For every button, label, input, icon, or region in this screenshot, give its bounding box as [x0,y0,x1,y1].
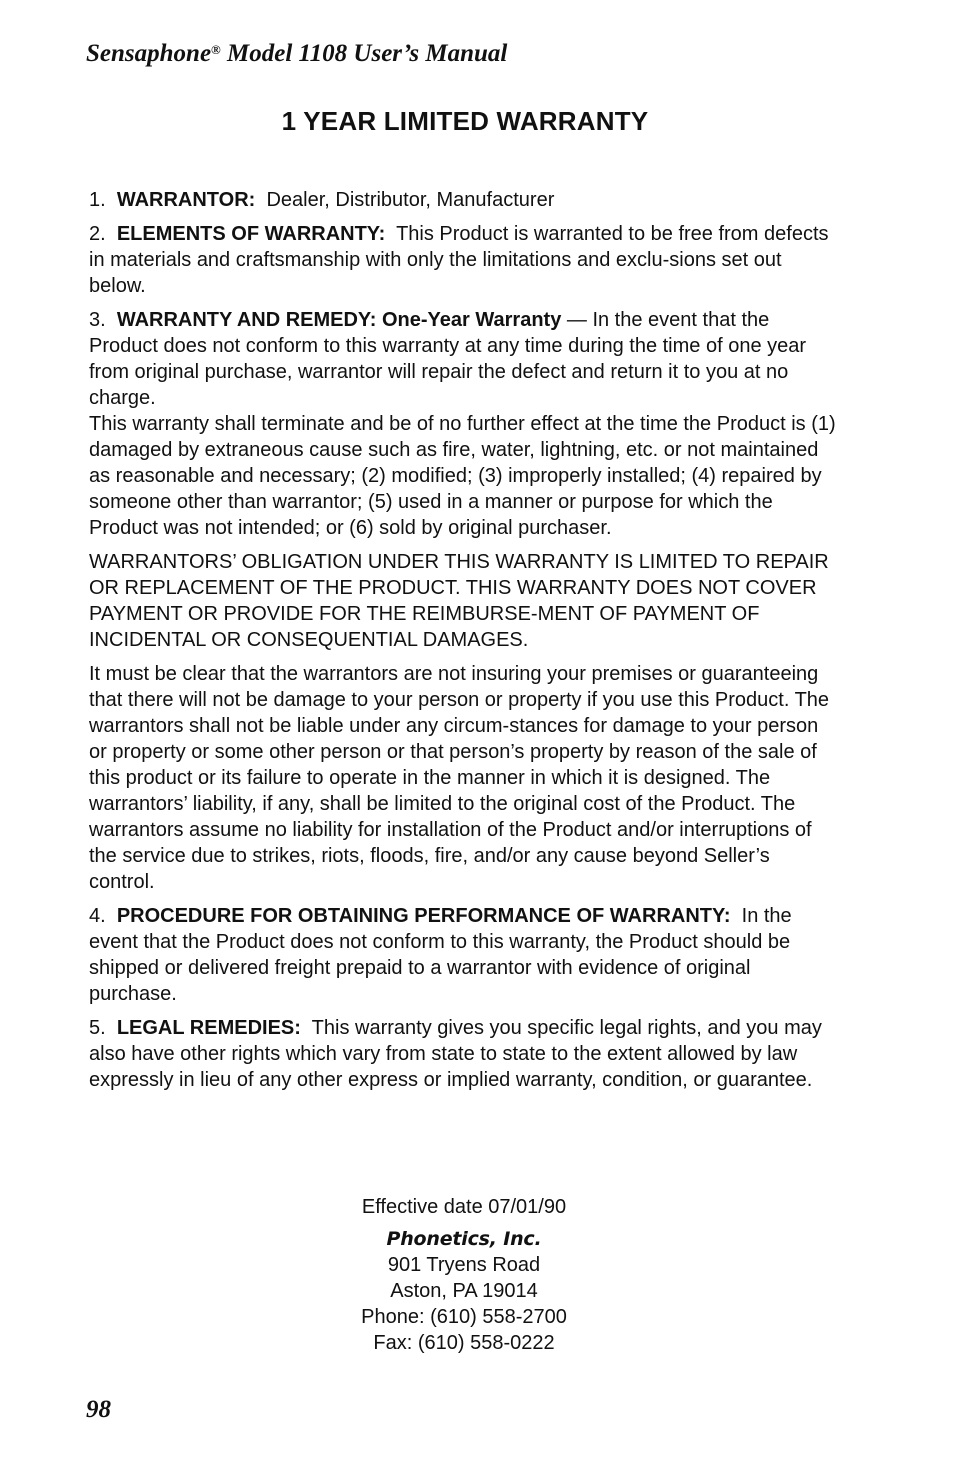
section-remedy [89,307,839,541]
page-title: 1 YEAR LIMITED WARRANTY [281,106,649,136]
section-text-termination: This warranty shall terminate and be of no further effect at the time the Product is (1) damaged by extraneous cause such as fire, water, lightning, etc. or not maintained as reasonable and necessary; (2) modified; (3) improperly installed; (4) repaired by someone other than warrantor; (5) used in a manner or purpose for which the Product was not intended; or (6) sold by original purchaser. [89,413,836,539]
section-number: 1. [89,189,106,211]
header-brand: Sensaphone [86,40,212,67]
section-elements [89,221,839,299]
company-contact-block [0,1194,928,1356]
header-title: Model 1108 User’s Manual [220,40,508,67]
company-name: Phonetics, Inc. [386,1228,542,1250]
phone-number: Phone: (610) 558-2700 [361,1306,567,1328]
section-label: PROCEDURE FOR OBTAINING PERFORMANCE OF WARRANTY: [116,905,731,927]
effective-date: Effective date 07/01/90 [361,1196,567,1218]
section-label: WARRANTOR: [116,189,256,211]
section-warrantor [89,187,839,213]
section-number: 2. [89,223,106,245]
page-number: 98 [86,1396,111,1423]
warranty-body [89,187,839,1101]
section-number: 5. [89,1017,106,1039]
fax-number: Fax: (610) 558-0222 [373,1332,555,1354]
section-number: 4. [89,905,106,927]
section-legal-remedies [89,1015,839,1093]
section-text: Dealer, Distributor, Manufacturer [266,189,555,211]
section-procedure [89,903,839,1007]
section-label: ELEMENTS OF WARRANTY: [116,223,386,245]
section-number: 3. [89,309,106,331]
section-text: — In the event that the Product does not conform to this warranty at any time during the time of one year from original purchase, warrantor will repair the defect and return it to you at no charge. [89,309,807,409]
city-state-zip: Aston, PA 19014 [390,1280,538,1302]
section-text: In the event that the Product does not conform to this warranty, the Product should be shipped or delivered freight prepaid to a warrantor with evidence of original purchase. [89,905,792,1005]
section-text: This Product is warranted to be free from defects in materials and craftsmanship with only the limitations and exclu-sions set out below. [89,223,829,297]
street-address: 901 Tryens Road [387,1254,541,1276]
liability-paragraph: It must be clear that the warrantors are not insuring your premises or guaranteeing that there will not be damage to your person or property if you use this Product. The warrantors shall not be liable under any circum-stances for damage to your person or property or some other person or that person’s property by reason of the sale of this product or its failure to operate in the manner in which it is designed. The warrantors’ liability, if any, shall be limited to the original cost of the Product. The warrantors assume no liability for installation of the Product and/or interruptions of the service due to strikes, riots, floods, fire, and/or any cause beyond Seller’s control. [89,663,830,893]
section-label: LEGAL REMEDIES: [116,1017,301,1039]
section-text: This warranty gives you specific legal rights, and you may also have other rights which vary from state to state to the extent allowed by law expressly in lieu of any other express or implied warranty, condition, or guarantee. [89,1017,822,1091]
registered-mark: ® [211,42,221,57]
running-header [86,40,507,68]
obligation-paragraph: WARRANTORS’ OBLIGATION UNDER THIS WARRANTY IS LIMITED TO REPAIR OR REPLACEMENT OF THE PRODUCT. THIS WARRANTY DOES NOT COVER PAYMENT OR PROVIDE FOR THE REIMBURSE-MENT OF PAYMENT OF INCIDENTAL OR CONSEQUENTIAL DAMAGES. [89,551,829,651]
section-label: WARRANTY AND REMEDY: One-Year Warranty [116,309,562,331]
